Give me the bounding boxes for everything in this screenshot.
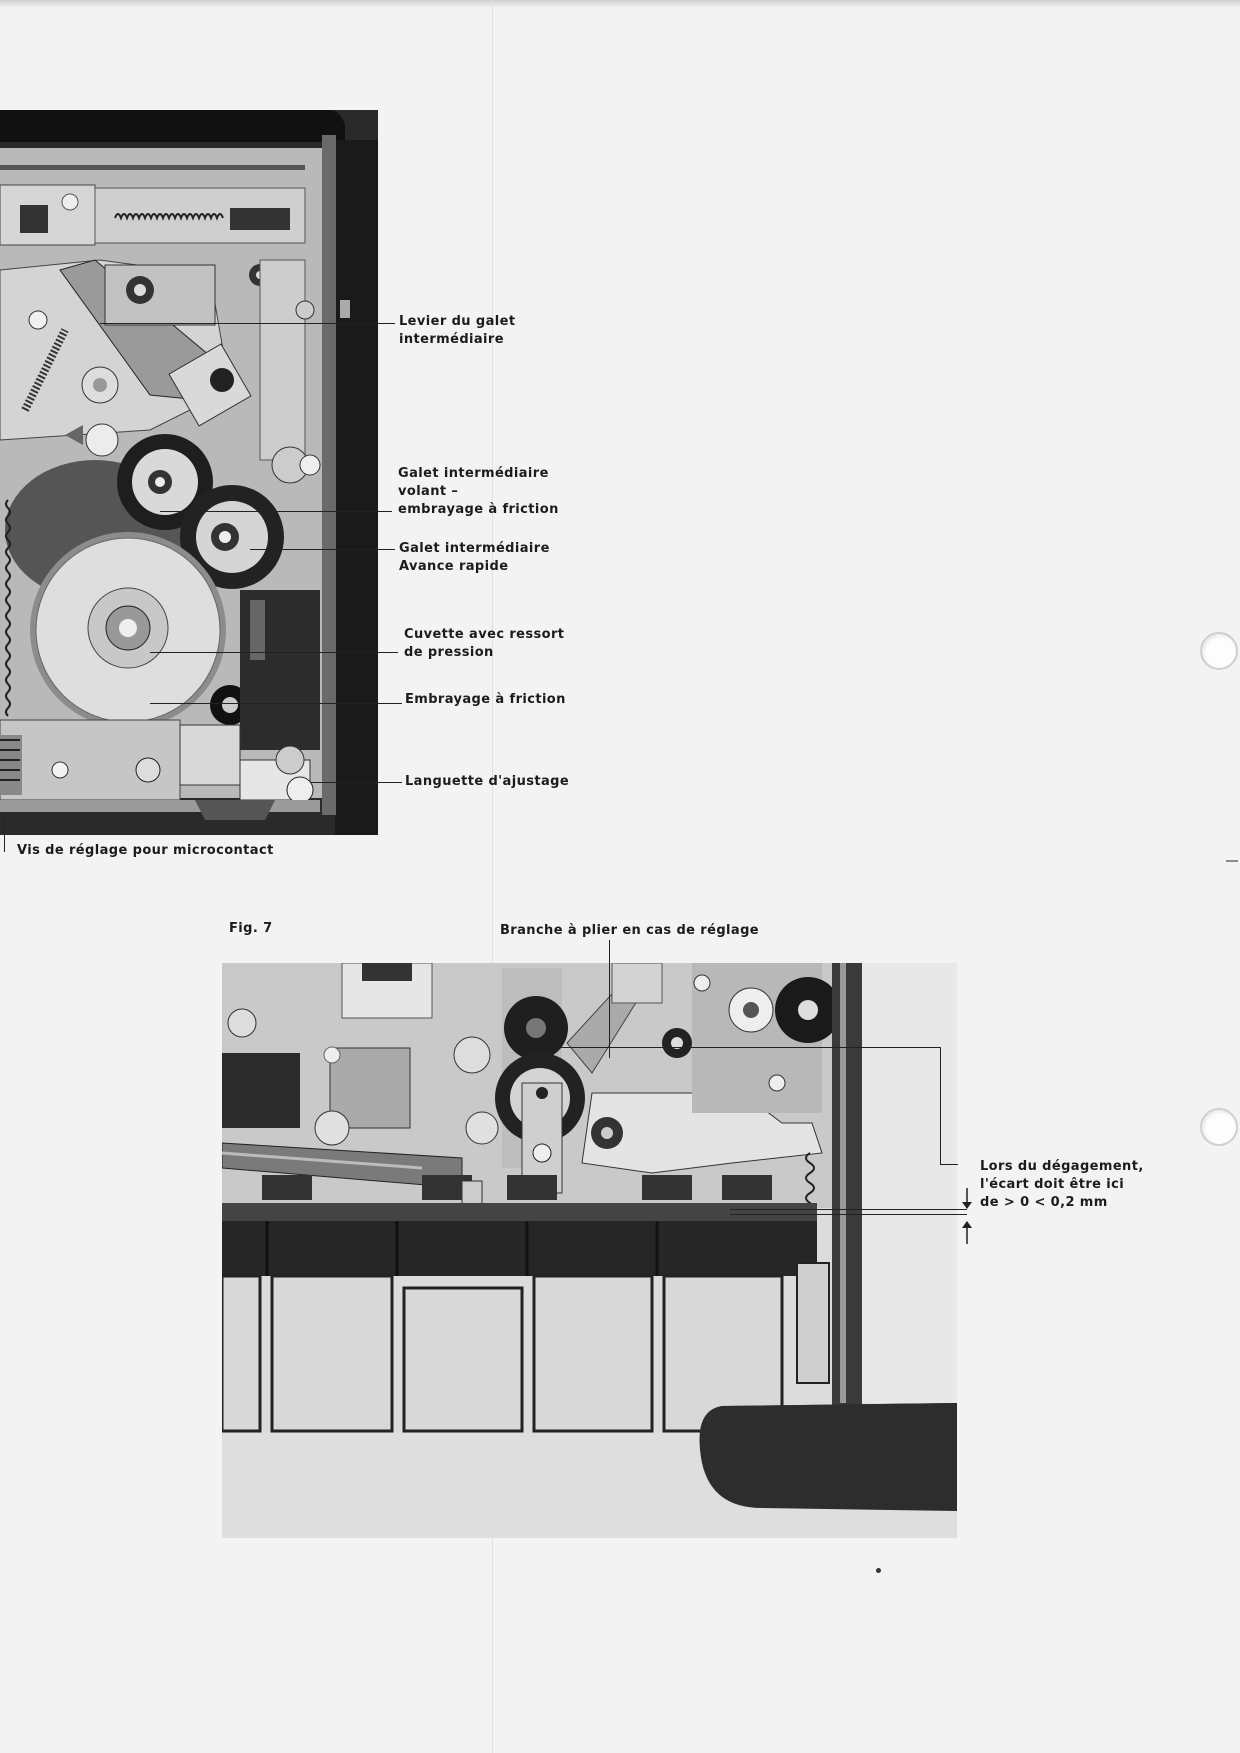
label-levier: Levier du galet intermédiaire <box>399 314 516 347</box>
label-ecart: Lors du dégagement, l'écart doit être ici de > 0 < 0,2 mm <box>980 1159 1144 1210</box>
leader-line <box>940 1164 958 1165</box>
gap-arrows-icon <box>959 1188 975 1244</box>
label-languette: Languette d'ajustage <box>405 774 570 789</box>
edge-mark <box>1226 860 1238 862</box>
leader-line <box>250 549 395 550</box>
leader-line <box>100 323 395 324</box>
label-cuvette: Cuvette avec ressort de pression <box>404 627 565 660</box>
leader-line <box>310 782 402 783</box>
gap-line-lower <box>730 1214 967 1215</box>
mechanism-photo-bottom <box>222 963 957 1538</box>
gap-line-upper <box>730 1209 967 1210</box>
label-embrayage: Embrayage à friction <box>405 692 566 707</box>
page-top-edge <box>0 0 1240 8</box>
binder-hole-icon <box>1200 632 1238 670</box>
stray-dot <box>876 1568 881 1573</box>
label-vis: Vis de réglage pour microcontact <box>17 843 274 858</box>
leader-line <box>940 1047 941 1164</box>
mechanism-photo-top <box>0 110 380 840</box>
leader-line <box>536 1047 940 1048</box>
figure-number: Fig. 7 <box>229 921 273 936</box>
leader-line <box>150 703 402 704</box>
label-galet-volant: Galet intermédiaire volant – embrayage à friction <box>398 466 559 517</box>
leader-line <box>4 820 5 852</box>
binder-hole-icon <box>1200 1108 1238 1146</box>
label-branche: Branche à plier en cas de réglage <box>500 923 759 938</box>
leader-line <box>160 511 392 512</box>
leader-line <box>150 652 398 653</box>
leader-line <box>609 940 610 1058</box>
label-galet-avance: Galet intermédiaire Avance rapide <box>399 541 550 574</box>
